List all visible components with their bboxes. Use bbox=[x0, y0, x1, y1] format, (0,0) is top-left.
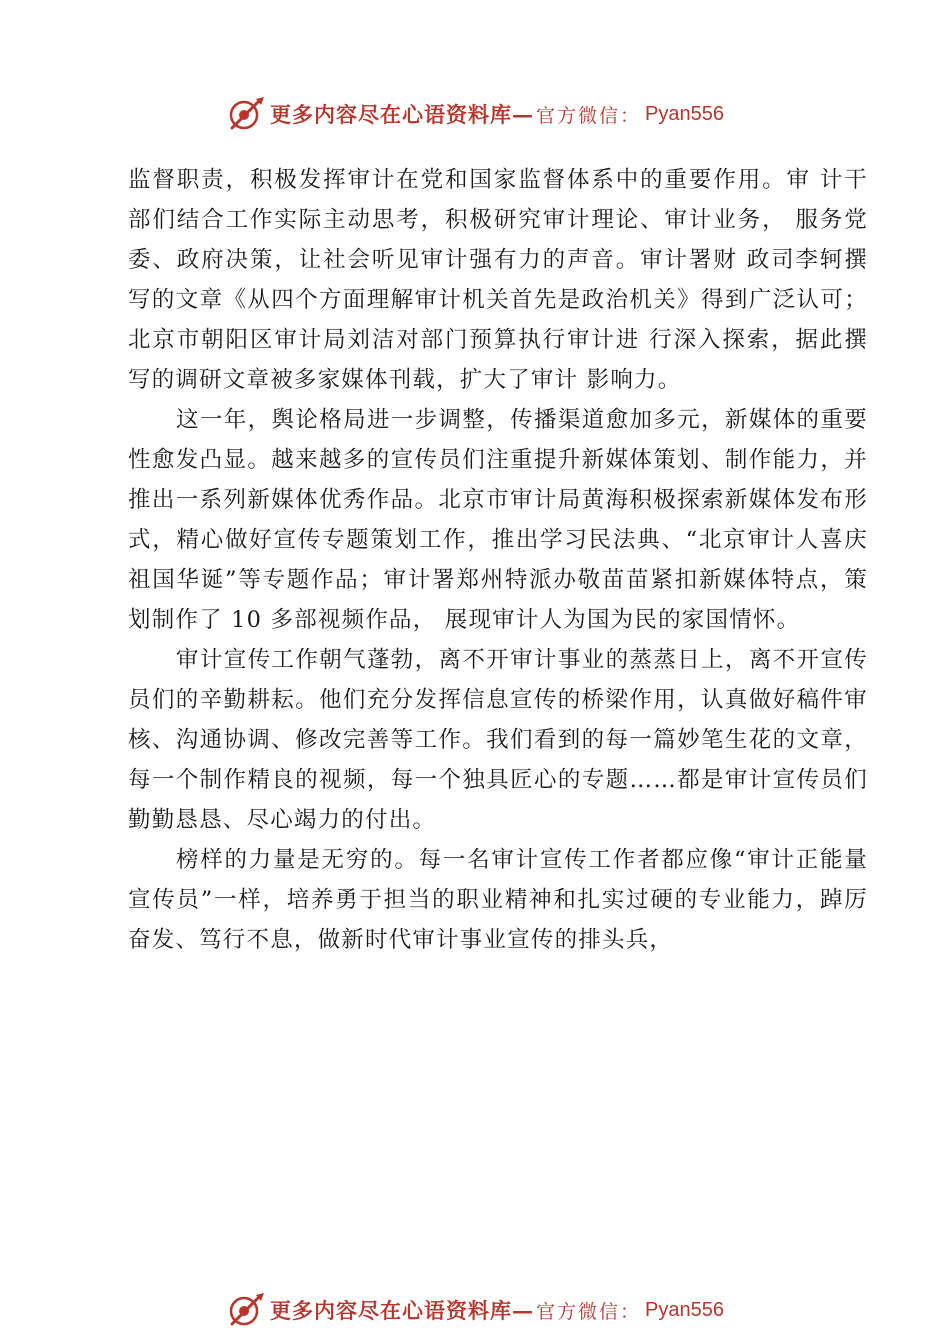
paragraph-3: 审计宣传工作朝气蓬勃，离不开审计事业的蒸蒸日上，离不开宣传员们的辛勤耕耘。他们充分发挥信息宣传的桥梁作用，认真做好稿件审核、沟通协调、修改完善等工作。我们看到的每一篇妙笔生花的文章，每一个制作精良的视频，每一个独具匠心的专题……都是审计宣传员们勤勤恳恳、尽心竭力的付出。 bbox=[128, 647, 868, 833]
paragraph-1: 监督职责，积极发挥审计在党和国家监督体系中的重要作用。审 计干部们结合工作实际主动思考，积极研究审计理论、审计业务， 服务党委、政府决策，让社会听见审计强有力的声音。审计署财 政司李轲撰写的文章《从四个方面理解审计机关首先是政治机关》得到广泛认可；北京市朝阳区审计局刘洁对部门预算执行审计进 行深入探索，据此撰写的调研文章被多家媒体刊载，扩大了审计 影响力。 bbox=[128, 167, 868, 393]
document-body bbox=[128, 160, 868, 960]
footer-slogan: 更多内容尽在心语资料库— bbox=[270, 1298, 534, 1323]
brush-logo-icon bbox=[226, 96, 266, 132]
paragraph-4: 榜样的力量是无穷的。每一名审计宣传工作者都应像“审计正能量宣传员”一样，培养勇于担当的职业精神和扎实过硬的专业能力，踔厉奋发、笃行不息，做新时代审计事业宣传的排头兵， bbox=[128, 847, 868, 953]
footer-wechat-label: 官方微信： bbox=[536, 1300, 642, 1323]
footer-banner bbox=[0, 1288, 950, 1332]
header-slogan: 更多内容尽在心语资料库— bbox=[270, 102, 534, 127]
header-banner bbox=[0, 92, 950, 136]
header-wechat-label: 官方微信： bbox=[536, 104, 642, 127]
paragraph-2: 这一年，舆论格局进一步调整，传播渠道愈加多元，新媒体的重要性愈发凸显。越来越多的宣传员们注重提升新媒体策划、制作能力，并推出一系列新媒体优秀作品。北京市审计局黄海积极探索新媒体发布形式，精心做好宣传专题策划工作，推出学习民法典、“北京审计人喜庆祖国华诞”等专题作品；审计署郑州特派办敬苗苗紧扣新媒体特点，策划制作了 10 多部视频作品， 展现审计人为国为民的家国情怀。 bbox=[128, 407, 868, 633]
header-wechat-id: Pyan556 bbox=[645, 102, 724, 125]
brush-logo-icon bbox=[226, 1292, 266, 1328]
footer-wechat-id: Pyan556 bbox=[645, 1298, 724, 1321]
